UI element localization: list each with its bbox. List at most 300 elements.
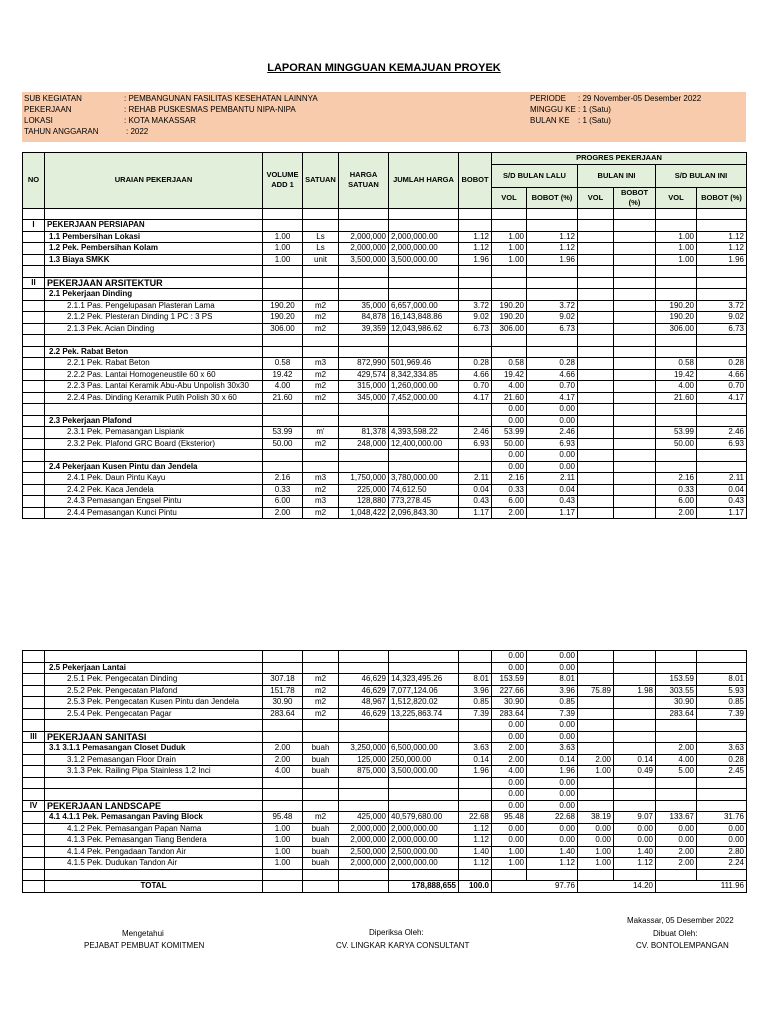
table-cell	[23, 812, 45, 824]
table-cell	[578, 220, 614, 232]
table-cell	[656, 266, 697, 278]
table-cell	[23, 823, 45, 835]
table-cell	[339, 266, 389, 278]
table-cell	[303, 720, 339, 732]
table-cell: 2.3.2 Pek. Plafond GRC Board (Eksterior)	[45, 438, 263, 450]
table-cell: 84,878	[339, 312, 389, 324]
table-cell: 7.39	[527, 708, 578, 720]
table-cell	[263, 869, 303, 881]
table-cell	[459, 800, 492, 812]
col-bobot-3: BOBOT (%)	[697, 187, 747, 208]
table-cell: 53.99	[263, 427, 303, 439]
table-cell: 345,000	[339, 392, 389, 404]
table-cell	[23, 335, 45, 347]
table-cell: 2,000,000	[339, 835, 389, 847]
table-cell: 1.00	[656, 254, 697, 266]
table-row	[23, 438, 747, 450]
table-cell	[459, 346, 492, 358]
table-cell	[459, 335, 492, 347]
table-cell	[614, 208, 656, 220]
table-cell: 773,278.45	[389, 496, 459, 508]
table-row	[23, 473, 747, 485]
table-cell: 3.63	[459, 743, 492, 755]
table-cell: 50.00	[492, 438, 527, 450]
table-cell	[23, 300, 45, 312]
table-row	[23, 835, 747, 847]
table-cell: 30.90	[656, 697, 697, 709]
table-cell: 3.72	[527, 300, 578, 312]
table-cell	[459, 869, 492, 881]
table-cell: 81,378	[339, 427, 389, 439]
table-row	[23, 208, 747, 220]
table-cell: 0.00	[492, 662, 527, 674]
table-cell: 190.20	[492, 312, 527, 324]
table-cell	[389, 777, 459, 789]
table-cell: 1.00	[263, 243, 303, 255]
table-cell	[614, 369, 656, 381]
table-cell: 7,077,124.06	[389, 685, 459, 697]
table-cell: 2.4.3 Pemasangan Engsel Pintu	[45, 496, 263, 508]
table-cell: 0.70	[527, 381, 578, 393]
table-cell: 0.00	[492, 415, 527, 427]
table-cell	[303, 289, 339, 301]
table-cell: 0.04	[459, 484, 492, 496]
table-cell	[389, 651, 459, 663]
table-cell: m2	[303, 369, 339, 381]
table-cell	[492, 220, 527, 232]
table-cell	[578, 208, 614, 220]
table-cell	[303, 335, 339, 347]
table-cell: 0.00	[656, 823, 697, 835]
col-vol-2: VOL	[578, 187, 614, 208]
info-left-value: : REHAB PUSKESMAS PEMBANTU NIPA-NIPA	[124, 105, 296, 114]
table-cell	[578, 496, 614, 508]
col-satuan: SATUAN	[303, 153, 339, 209]
table-cell: 1.40	[459, 846, 492, 858]
project-info-box	[22, 92, 746, 142]
table-cell	[578, 743, 614, 755]
col-bobot-1: BOBOT (%)	[527, 187, 578, 208]
table-cell	[578, 243, 614, 255]
total-sd-lalu: 97.76	[492, 881, 578, 893]
table-cell	[459, 415, 492, 427]
table-cell: buah	[303, 858, 339, 870]
table-cell: 4.17	[459, 392, 492, 404]
table-cell: 0.00	[697, 835, 747, 847]
table-cell	[23, 674, 45, 686]
table-cell: 2.46	[459, 427, 492, 439]
table-row	[23, 346, 747, 358]
table-cell: m2	[303, 697, 339, 709]
table-cell	[303, 789, 339, 801]
table-cell: buah	[303, 823, 339, 835]
table-cell	[23, 231, 45, 243]
table-cell	[23, 461, 45, 473]
table-cell	[614, 800, 656, 812]
table-cell: 22.68	[527, 812, 578, 824]
table-cell	[303, 651, 339, 663]
table-cell	[389, 208, 459, 220]
table-cell	[614, 381, 656, 393]
table-cell	[614, 484, 656, 496]
table-cell: 4.1.4 Pek. Pengadaan Tandon Air	[45, 846, 263, 858]
table-cell	[578, 473, 614, 485]
table-cell: 2.00	[492, 743, 527, 755]
table-cell: 16,143,848.86	[389, 312, 459, 324]
info-left-key: SUB KEGIATAN	[24, 94, 82, 103]
info-right-key: MINGGU KE	[530, 105, 576, 114]
table-cell: 307.18	[263, 674, 303, 686]
table-cell	[578, 869, 614, 881]
table-row	[23, 685, 747, 697]
table-cell	[697, 789, 747, 801]
table-cell	[614, 697, 656, 709]
table-cell: 3.63	[527, 743, 578, 755]
table-cell: 2.1 Pekerjaan Dinding	[45, 289, 263, 301]
table-cell	[339, 335, 389, 347]
table-cell	[23, 651, 45, 663]
table-cell	[614, 427, 656, 439]
table-cell: 2.00	[263, 743, 303, 755]
table-row	[23, 789, 747, 801]
table-cell: 1.00	[492, 231, 527, 243]
table-cell: 39,359	[339, 323, 389, 335]
table-row	[23, 392, 747, 404]
table-cell: 3,500,000.00	[389, 254, 459, 266]
pejabat-label: PEJABAT PEMBUAT KOMITMEN	[84, 941, 205, 950]
table-cell: m2	[303, 685, 339, 697]
table-cell: PEKERJAAN LANDSCAPE	[45, 800, 263, 812]
table-cell: 6.00	[656, 496, 697, 508]
table-cell	[578, 438, 614, 450]
col-uraian: URAIAN PEKERJAAN	[45, 153, 263, 209]
kontraktor-label: CV. BONTOLEMPANGAN	[636, 941, 729, 950]
table-cell: 2.11	[697, 473, 747, 485]
info-right-value: : 1 (Satu)	[578, 105, 611, 114]
table-cell	[339, 461, 389, 473]
table-cell: 4.00	[656, 381, 697, 393]
table-cell: 2.2.1 Pek. Rabat Beton	[45, 358, 263, 370]
table-cell	[263, 346, 303, 358]
table-cell: 1.96	[459, 766, 492, 778]
table-cell	[263, 220, 303, 232]
table-cell: 21.60	[492, 392, 527, 404]
table-cell	[263, 461, 303, 473]
table-cell	[389, 720, 459, 732]
table-cell	[263, 662, 303, 674]
table-row	[23, 312, 747, 324]
table-cell: 2.80	[697, 846, 747, 858]
total-empty-cell	[339, 881, 389, 893]
col-vol-3: VOL	[656, 187, 697, 208]
table-cell: m2	[303, 708, 339, 720]
table-cell: Ls	[303, 231, 339, 243]
table-cell: 190.20	[263, 312, 303, 324]
table-cell: 0.58	[263, 358, 303, 370]
table-cell	[578, 369, 614, 381]
table-cell: 5.93	[697, 685, 747, 697]
table-cell	[263, 731, 303, 743]
table-cell	[614, 789, 656, 801]
table-cell: 2.46	[697, 427, 747, 439]
table-cell: 0.00	[527, 461, 578, 473]
table-cell: 0.00	[492, 789, 527, 801]
table-cell	[697, 266, 747, 278]
table-cell: 190.20	[656, 300, 697, 312]
table-cell: 250,000.00	[389, 754, 459, 766]
table-cell	[656, 720, 697, 732]
table-cell	[697, 461, 747, 473]
table-cell: 4.00	[263, 766, 303, 778]
table-cell	[45, 404, 263, 416]
table-cell	[23, 662, 45, 674]
table-cell	[23, 208, 45, 220]
table-cell: 1.17	[459, 507, 492, 519]
table-cell	[697, 662, 747, 674]
col-sd-lalu: S/D BULAN LALU	[492, 164, 578, 187]
table-cell	[339, 869, 389, 881]
table-row	[23, 381, 747, 393]
table-cell	[492, 335, 527, 347]
table-cell: buah	[303, 743, 339, 755]
table-cell	[339, 208, 389, 220]
table-row	[23, 427, 747, 439]
table-cell	[23, 766, 45, 778]
table-cell	[23, 507, 45, 519]
table-row	[23, 743, 747, 755]
table-row	[23, 720, 747, 732]
table-cell: 6.93	[527, 438, 578, 450]
table-cell	[45, 651, 263, 663]
table-cell: 1.12	[459, 243, 492, 255]
table-cell	[303, 800, 339, 812]
table-cell	[263, 789, 303, 801]
table-cell: 4.66	[527, 369, 578, 381]
table-cell	[614, 731, 656, 743]
table-cell	[697, 450, 747, 462]
table-row	[23, 777, 747, 789]
table-cell: 30.90	[492, 697, 527, 709]
table-cell: buah	[303, 766, 339, 778]
table-cell	[578, 254, 614, 266]
info-right-key: BULAN KE	[530, 116, 570, 125]
table-cell: 53.99	[492, 427, 527, 439]
table-cell: 1.40	[614, 846, 656, 858]
table-cell	[23, 754, 45, 766]
info-left-key: PEKERJAAN	[24, 105, 72, 114]
table-cell	[459, 720, 492, 732]
table-row	[23, 846, 747, 858]
table-cell: 1.17	[697, 507, 747, 519]
table-cell: 2.2.4 Pas. Dinding Keramik Putih Polish 30 x 60	[45, 392, 263, 404]
table-cell: 0.33	[492, 484, 527, 496]
table-cell: 4.66	[697, 369, 747, 381]
table-cell	[23, 254, 45, 266]
table-cell: 1.00	[578, 846, 614, 858]
table-cell: 225,000	[339, 484, 389, 496]
table-cell: 2.4 Pekerjaan Kusen Pintu dan Jendela	[45, 461, 263, 473]
table-cell: 0.70	[697, 381, 747, 393]
table-cell	[614, 254, 656, 266]
table-cell: 2.5.3 Pek. Pengecatan Kusen Pintu dan Jendela	[45, 697, 263, 709]
table-row	[23, 731, 747, 743]
table-cell	[614, 404, 656, 416]
table-row	[23, 243, 747, 255]
table-cell	[656, 800, 697, 812]
table-cell: 2,000,000.00	[389, 823, 459, 835]
table-cell	[656, 346, 697, 358]
table-cell: 1.00	[263, 846, 303, 858]
col-volume: VOLUME ADD 1	[263, 153, 303, 209]
table-cell: 0.00	[492, 461, 527, 473]
table-cell: 2.5.1 Pek. Pengecatan Dinding	[45, 674, 263, 686]
table-cell: 2,000,000	[339, 231, 389, 243]
table-cell: 1.40	[527, 846, 578, 858]
table-cell	[697, 651, 747, 663]
table-cell	[23, 369, 45, 381]
total-bulan-ini: 14.20	[578, 881, 656, 893]
table-cell: 3.1 3.1.1 Pemasangan Closet Duduk	[45, 743, 263, 755]
table-cell	[578, 461, 614, 473]
table-cell	[614, 346, 656, 358]
table-cell	[339, 651, 389, 663]
table-row	[23, 823, 747, 835]
table-cell	[614, 335, 656, 347]
table-cell	[614, 231, 656, 243]
table-cell: 1.12	[459, 835, 492, 847]
table-cell	[45, 720, 263, 732]
table-cell	[303, 277, 339, 289]
table-cell: Ls	[303, 243, 339, 255]
table-row	[23, 674, 747, 686]
table-cell	[656, 277, 697, 289]
table-cell	[697, 777, 747, 789]
table-cell	[45, 777, 263, 789]
table-cell	[459, 208, 492, 220]
table-cell	[527, 266, 578, 278]
table-cell	[23, 685, 45, 697]
table-cell	[578, 651, 614, 663]
table-cell: 0.00	[527, 800, 578, 812]
table-cell	[23, 289, 45, 301]
table-cell	[339, 720, 389, 732]
table-cell: unit	[303, 254, 339, 266]
table-cell	[339, 662, 389, 674]
table-cell: 7.39	[697, 708, 747, 720]
table-cell	[578, 731, 614, 743]
table-cell: 875,000	[339, 766, 389, 778]
table-cell: IV	[23, 800, 45, 812]
table-cell: 6.93	[459, 438, 492, 450]
table-cell: 0.00	[578, 835, 614, 847]
table-cell	[263, 335, 303, 347]
table-cell	[614, 473, 656, 485]
table-cell	[614, 415, 656, 427]
table-cell: 1.2 Pek. Pembersihan Kolam	[45, 243, 263, 255]
table-cell	[656, 208, 697, 220]
table-cell: 38.19	[578, 812, 614, 824]
table-cell: 2.5 Pekerjaan Lantai	[45, 662, 263, 674]
table-cell	[23, 777, 45, 789]
table-cell: 1.00	[492, 254, 527, 266]
table-cell	[697, 869, 747, 881]
table-cell: 1.00	[578, 858, 614, 870]
table-cell: 6.73	[459, 323, 492, 335]
table-cell: m2	[303, 300, 339, 312]
table-row	[23, 289, 747, 301]
table-row	[23, 858, 747, 870]
table-cell: 2.00	[263, 507, 303, 519]
mengetahui-label: Mengetahui	[122, 929, 164, 938]
table-cell: 2,000,000.00	[389, 835, 459, 847]
table-cell: 0.00	[527, 404, 578, 416]
table-cell	[45, 335, 263, 347]
table-cell	[263, 651, 303, 663]
table-cell	[459, 777, 492, 789]
table-cell: 6.73	[527, 323, 578, 335]
table-cell: 2.24	[697, 858, 747, 870]
table-row	[23, 335, 747, 347]
table-cell	[697, 220, 747, 232]
table-cell: III	[23, 731, 45, 743]
table-row	[23, 651, 747, 663]
table-cell	[459, 266, 492, 278]
table-cell: 0.00	[492, 777, 527, 789]
table-cell: 9.02	[459, 312, 492, 324]
table-cell: 2,000,000	[339, 858, 389, 870]
table-cell	[23, 450, 45, 462]
table-cell	[492, 266, 527, 278]
table-cell: 46,629	[339, 685, 389, 697]
table-cell: 0.00	[614, 823, 656, 835]
table-cell: 0.43	[527, 496, 578, 508]
table-cell: 4.66	[459, 369, 492, 381]
table-cell: 4.00	[492, 381, 527, 393]
table-cell	[23, 427, 45, 439]
table-cell: 19.42	[492, 369, 527, 381]
table-cell	[614, 777, 656, 789]
table-cell	[614, 461, 656, 473]
table-row	[23, 697, 747, 709]
table-cell: 0.58	[656, 358, 697, 370]
col-bulan-ini: BULAN INI	[578, 164, 656, 187]
total-empty-cell	[23, 881, 45, 893]
table-cell: 1.00	[263, 858, 303, 870]
table-cell	[697, 335, 747, 347]
table-cell: 425,000	[339, 812, 389, 824]
table-cell	[339, 346, 389, 358]
table-cell: 2.1.3 Pek. Acian Dinding	[45, 323, 263, 335]
table-cell: 95.48	[492, 812, 527, 824]
table-cell: 7.39	[459, 708, 492, 720]
table-cell: 13,225,863.74	[389, 708, 459, 720]
table-cell: 2.00	[492, 754, 527, 766]
table-cell: 3.1.3 Pek. Railing Pipa Stainless 1.2 Inci	[45, 766, 263, 778]
table-cell	[23, 697, 45, 709]
table-cell: 46,629	[339, 708, 389, 720]
table-cell: 2.16	[656, 473, 697, 485]
table-cell: 6,500,000.00	[389, 743, 459, 755]
table-cell	[339, 731, 389, 743]
table-cell	[697, 346, 747, 358]
place-date: Makassar, 05 Desember 2022	[627, 916, 734, 925]
table-cell: 3.72	[459, 300, 492, 312]
table-row	[23, 369, 747, 381]
table-cell: 3,500,000.00	[389, 766, 459, 778]
table-cell	[656, 404, 697, 416]
table-cell	[578, 346, 614, 358]
table-cell	[578, 450, 614, 462]
